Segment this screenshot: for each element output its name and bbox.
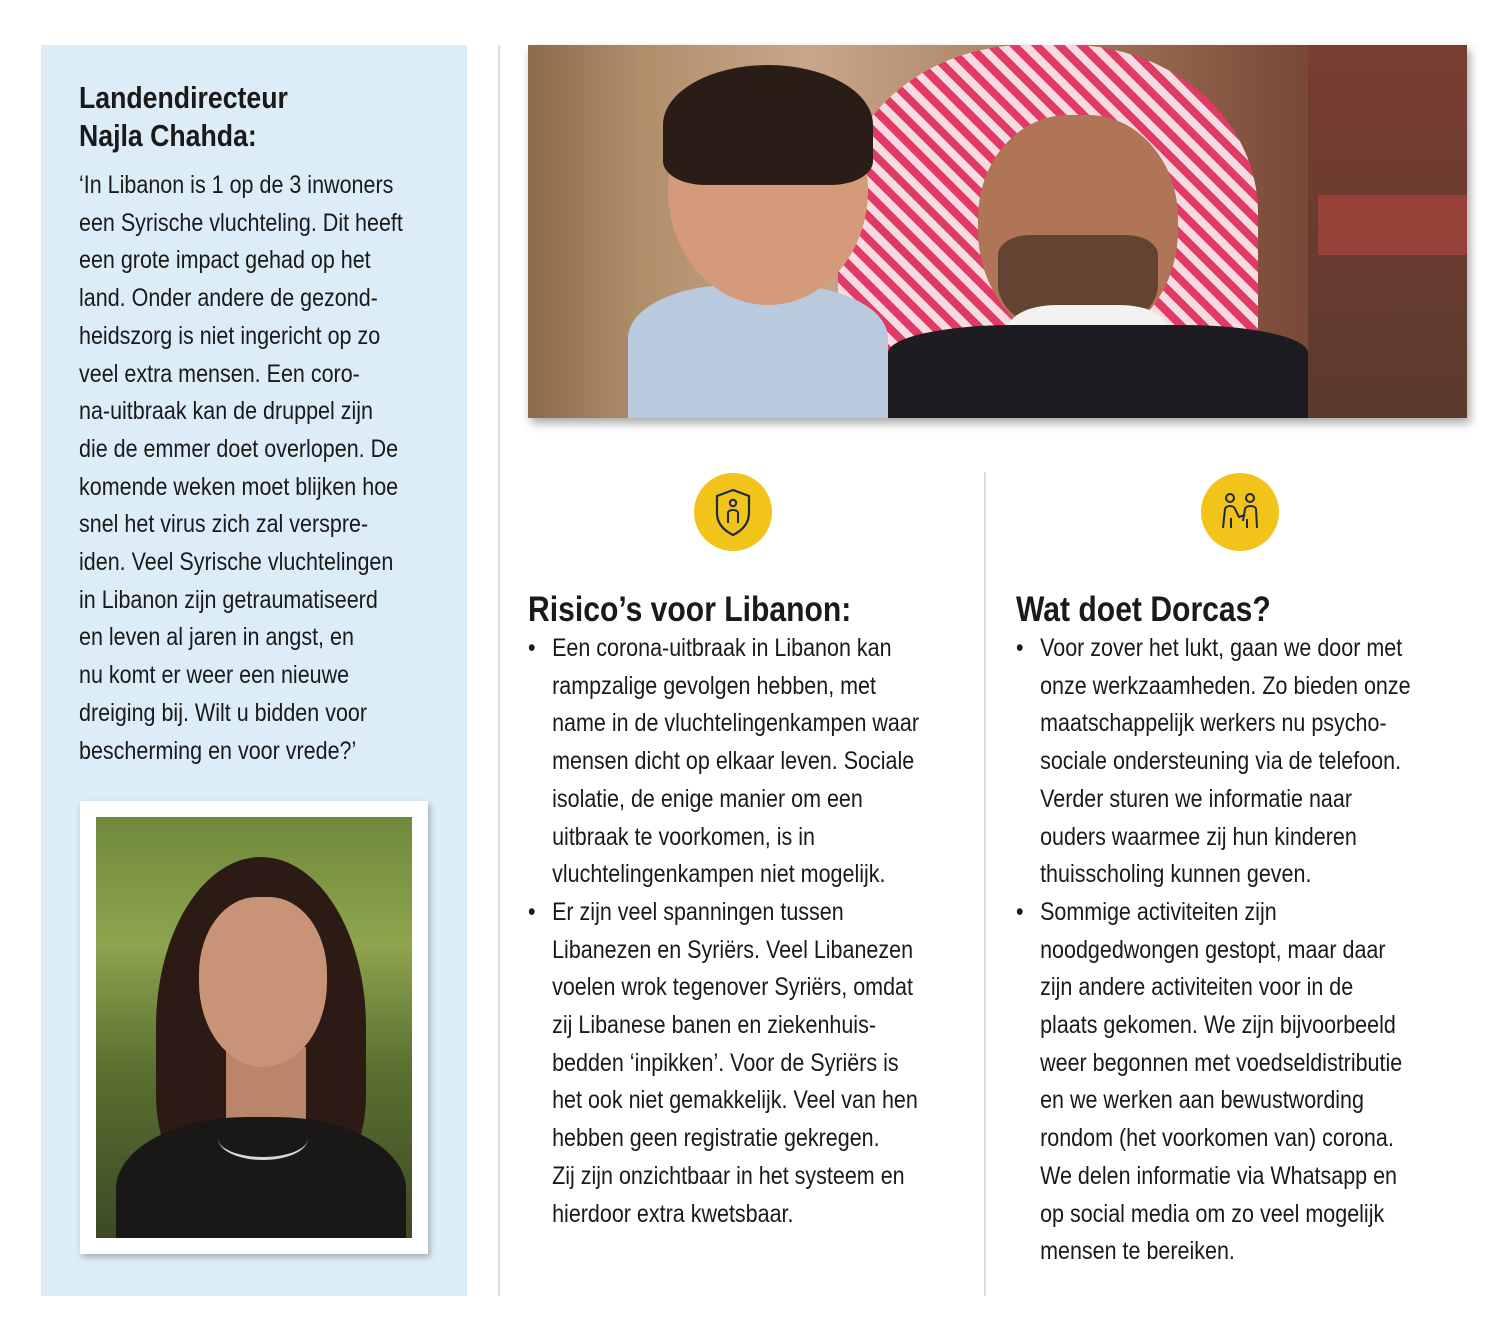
people-helping-icon bbox=[1201, 473, 1279, 551]
director-portrait-photo bbox=[96, 817, 412, 1238]
list-item: • Voor zover het lukt, gaan we door met onze werkzaamheden. Zo bieden onze maatschappelijk werkers nu psycho- sociale ondersteuning via de telefoon. Verder sturen we informatie naar ouders waarmee zij hun kinderen thuisscholing kunnen geven. bbox=[1016, 634, 1411, 889]
director-quote: ‘In Libanon is 1 op de 3 inwoners een Syrische vluchteling. Dit heeft een grote impact gehad op het land. Onder andere de gezond- heidszorg is niet ingericht op zo veel extra mensen. Een coro- na-uitbraak kan de druppel zijn die de emmer doet overlopen. De komende weken moet blijken hoe snel het virus zich zal verspre- iden. Veel Syrische vluchtelingen in Libanon zijn getraumatiseerd en leven al jaren in angst, en nu komt er weer een nieuwe dreiging bij. Wilt u bidden voor bescherming en voor vrede?’ bbox=[79, 171, 403, 765]
risks-list bbox=[528, 630, 949, 1233]
list-item: • Een corona-uitbraak in Libanon kan rampzalige gevolgen hebben, met name in de vluchtelingenkampen waar mensen dicht op elkaar leven. Sociale isolatie, de enige manier om een uitbraak te voorkomen, is in vluchtelingenkampen niet mogelijk. bbox=[528, 634, 920, 889]
column-divider bbox=[984, 472, 986, 1296]
list-item: • Sommige activiteiten zijn noodgedwongen gestopt, maar daar zijn andere activiteiten voor in de plaats gekomen. We zijn bijvoorbeeld weer begonnen met voedseldistributie en we werken aan bewustwording rondom (het voorkomen van) corona. We delen informatie via Whatsapp en op social media om zo veel mogelijk mensen te bereiken. bbox=[1016, 897, 1403, 1266]
risks-heading: Risico’s voor Libanon: bbox=[528, 590, 852, 629]
sidebar-title: Landendirecteur Najla Chahda: bbox=[79, 80, 288, 153]
column-divider bbox=[498, 45, 500, 1296]
portrait-photo-frame bbox=[80, 801, 428, 1254]
list-item: • Er zijn veel spanningen tussen Libanezen en Syriërs. Veel Libanezen voelen wrok tegenover Syriërs, omdat zij Libanese banen en ziekenhuis- bedden ‘inpikken’. Voor de Syriërs is het ook niet gemakkelijk. Veel van hen hebben geen registratie gekregen. Zij zijn onzichtbaar in het systeem en hierdoor extra kwetsbaar. bbox=[528, 897, 918, 1228]
quote-sidebar bbox=[41, 45, 467, 1296]
dorcas-actions-list bbox=[1016, 630, 1446, 1271]
shield-person-icon bbox=[694, 473, 772, 551]
dorcas-heading: Wat doet Dorcas? bbox=[1016, 590, 1271, 629]
refugee-father-child-photo bbox=[528, 45, 1467, 418]
